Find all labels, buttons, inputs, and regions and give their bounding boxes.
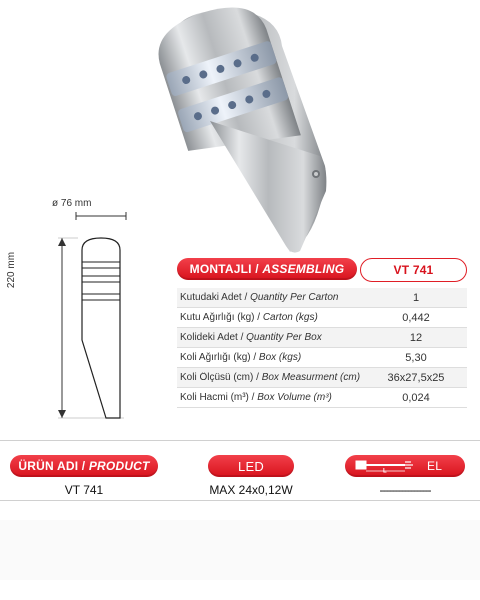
spec-label-tr: Kolideki Adet / xyxy=(180,332,247,343)
cable-label: EL xyxy=(427,459,443,473)
spec-label-en: Carton (kgs) xyxy=(262,312,318,323)
led-badge: LED xyxy=(208,455,294,477)
product-photo xyxy=(150,6,340,256)
spec-row xyxy=(177,328,467,348)
spec-value: 5,30 xyxy=(405,351,427,364)
cable-value: ----------------- xyxy=(379,483,431,497)
spec-label xyxy=(177,352,365,363)
spec-label xyxy=(177,312,365,323)
divider xyxy=(0,500,480,501)
assembling-label-tr: MONTAJLI / xyxy=(189,262,259,276)
divider xyxy=(0,440,480,441)
spec-label-en: Box Volume (m³) xyxy=(257,392,332,403)
product-label-en: PRODUCT xyxy=(88,459,150,473)
spec-value: 1 xyxy=(412,291,420,304)
cable-badge xyxy=(345,455,465,477)
spec-row xyxy=(177,308,467,328)
spec-row xyxy=(177,368,467,388)
spec-label xyxy=(177,332,365,343)
spec-label xyxy=(177,292,365,303)
spec-label-en: Box Measurment (cm) xyxy=(261,372,361,383)
spec-value: 0,442 xyxy=(402,311,430,324)
spec-label-tr: Koli Ağırlığı (kg) / xyxy=(180,352,259,363)
assembling-label-en: ASSEMBLING xyxy=(262,262,345,276)
footer-band xyxy=(0,520,480,580)
spec-label-en: Quantity Per Box xyxy=(246,332,322,343)
dimension-drawing xyxy=(30,190,150,430)
led-power: MAX 24x0,12W xyxy=(209,483,293,497)
spec-label-tr: Kutudaki Adet / xyxy=(180,292,251,303)
spec-label-tr: Koli Hacmi (m³) / xyxy=(180,392,258,403)
spec-table xyxy=(177,288,467,408)
cable-length-letter: L xyxy=(383,468,387,473)
diameter-label: ø 76 mm xyxy=(52,198,92,209)
height-label: 220 mm xyxy=(6,251,17,289)
spec-label-en: Box (kgs) xyxy=(258,352,302,363)
cable-plug-icon xyxy=(355,459,417,473)
model-badge: VT 741 xyxy=(360,258,467,282)
spec-value: 0,024 xyxy=(402,391,430,404)
spec-value: 36x27,5x25 xyxy=(387,371,445,384)
spec-label-tr: Koli Ölçüsü (cm) / xyxy=(180,372,262,383)
spec-label-en: Quantity Per Carton xyxy=(250,292,339,303)
product-label-tr: ÜRÜN ADI / xyxy=(18,459,86,473)
spec-row xyxy=(177,348,467,368)
spec-label xyxy=(177,392,365,403)
assembling-badge xyxy=(177,258,357,280)
spec-label-tr: Kutu Ağırlığı (kg) / xyxy=(180,312,263,323)
product-code: VT 741 xyxy=(64,483,104,497)
spec-row xyxy=(177,288,467,308)
spec-label xyxy=(177,372,365,383)
spec-row xyxy=(177,388,467,408)
product-name-badge xyxy=(10,455,158,477)
spec-value: 12 xyxy=(409,331,423,344)
